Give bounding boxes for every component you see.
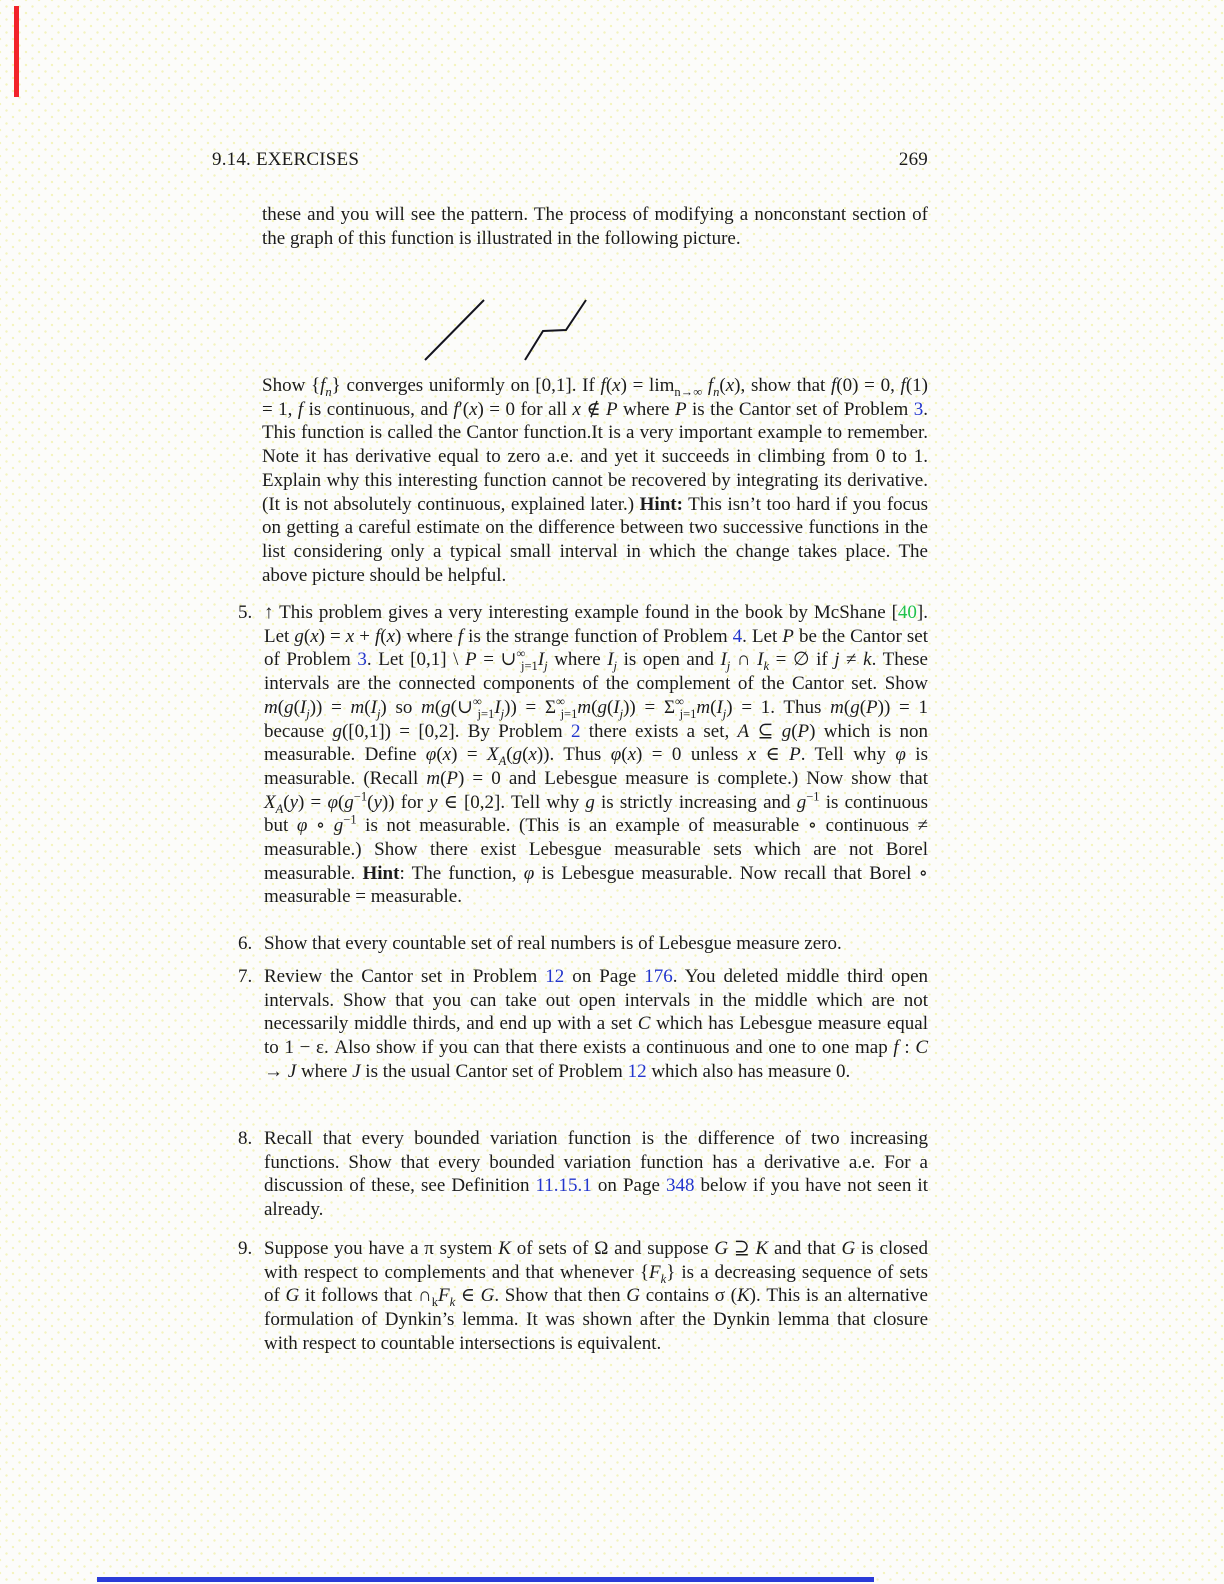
text-run: ∈ [0,2]. Tell why [437, 791, 586, 813]
text-run: ) so [380, 696, 422, 718]
text-run: I [757, 649, 764, 671]
text-run: and that [768, 1238, 842, 1259]
text-run: ( [506, 744, 513, 766]
text-run: A [275, 801, 284, 816]
text-run: ≠ [839, 649, 864, 671]
text-run: ( [283, 791, 290, 813]
text-run: G [285, 1285, 300, 1307]
text-run: is closed with respect to complements and that whenever { [264, 1238, 928, 1283]
text-run: I [494, 696, 501, 718]
text-run: is the usual Cantor set of Problem [360, 1060, 628, 1082]
item-number: 5. [238, 602, 253, 623]
text-run: j [619, 706, 624, 721]
text-run: where [296, 1060, 353, 1082]
text-run: j=1 [477, 706, 495, 721]
text-run: x [386, 625, 396, 647]
text-run: j [726, 659, 731, 674]
text-run: P [797, 720, 810, 742]
text-run: is measurable. (Recall [264, 744, 928, 789]
text-run: g [284, 696, 294, 718]
text-run: where [617, 398, 675, 420]
cross-ref-link[interactable]: 348 [665, 1175, 695, 1197]
item-number: 7. [238, 966, 253, 987]
text-run: ( [843, 696, 851, 718]
text-run: I [720, 649, 727, 671]
text-run: k [863, 649, 872, 671]
text-run: x [442, 744, 452, 766]
text-run: φ [327, 791, 338, 813]
text-run: of sets of Ω and suppose [510, 1238, 715, 1259]
text-run: ( [367, 791, 374, 813]
text-run: P [446, 767, 458, 789]
text-run: f [600, 375, 606, 396]
text-run: ∞ [556, 694, 565, 709]
text-run: ]. Let [264, 602, 928, 647]
item-text [264, 932, 928, 956]
text-run: Suppose you have a π system [264, 1238, 499, 1259]
text-run: This isn’t too hard if you focus on getting a careful estimate on the difference between two successive functions in the list considering only a typical small interval in which the change takes place. The above picture should be helpful. [262, 493, 928, 586]
text-run: G [841, 1238, 856, 1259]
text-run: K [755, 1238, 769, 1259]
text-run: ) = 0 for all [477, 398, 573, 420]
text-run: m [264, 696, 278, 718]
text-run: P [782, 625, 794, 647]
text-run: ⊇ [728, 1238, 756, 1259]
text-run: ). This is an alternative formulation of Dynkin’s lemma. It was shown after the Dynkin lemma that closure with respect to countable intersections is equivalent. [264, 1285, 928, 1354]
text-run: Hint [362, 862, 400, 884]
text-run: is the strange function of Problem [463, 625, 733, 647]
text-run: G [714, 1238, 729, 1259]
text-run: m [421, 696, 435, 718]
text-run: I [537, 649, 545, 671]
page-header [212, 148, 928, 172]
text-run: ∞ [472, 694, 482, 709]
text-run: k [763, 659, 770, 674]
text-run: g [597, 696, 607, 718]
item-text [264, 1237, 928, 1356]
text-run: )) for [381, 791, 430, 813]
text-run: ( [606, 696, 614, 718]
text-run: n [325, 384, 332, 399]
text-run: A [737, 720, 750, 742]
text-run: ) where [395, 625, 458, 647]
text-run: ( [364, 696, 371, 718]
text-run: = ∅ if [769, 649, 835, 671]
text-run: → [264, 1060, 288, 1082]
text-run: K [498, 1238, 511, 1259]
text-run: + [354, 625, 375, 647]
text-run: I [613, 696, 620, 718]
red-edge-mark [14, 6, 19, 97]
text-run: g [512, 744, 523, 766]
text-run: ( [605, 375, 613, 396]
text-run: P [866, 696, 878, 718]
text-run: j [376, 706, 381, 721]
text-run: −1 [353, 789, 368, 804]
text-run: ( [434, 696, 442, 718]
exercise-item-6 [238, 932, 928, 956]
text-run: )) = Σ [623, 696, 675, 718]
text-run: x [627, 744, 637, 766]
text-run: : [898, 1037, 916, 1059]
text-run: φ [296, 815, 308, 837]
text-run: P [789, 744, 801, 766]
cross-ref-link[interactable]: 4 [732, 625, 743, 647]
item-text [264, 1127, 928, 1222]
text-run: F [649, 1261, 661, 1283]
text-run: which also has measure 0. [646, 1060, 851, 1082]
text-run: j [500, 706, 505, 721]
text-run: X [486, 744, 499, 766]
text-run: . You deleted middle third open intervals. Show that you can take out open intervals in the middle which are not necessarily middle thirds, and end up with a set [264, 966, 929, 1035]
text-run: G [480, 1285, 495, 1307]
citation-link[interactable]: 40 [897, 602, 917, 623]
text-run: x [572, 398, 581, 420]
running-section-title: 9.14. EXERCISES [212, 149, 360, 170]
cross-ref-link[interactable]: 3 [913, 398, 924, 420]
cantor-modification-figure [418, 291, 598, 367]
text-run: ( [710, 696, 717, 718]
text-run: m [830, 696, 844, 718]
text-run: on Page [591, 1175, 666, 1197]
text-run: ( [293, 696, 300, 718]
text-run: = ∪ [476, 649, 517, 671]
text-run: . Tell why [800, 744, 896, 766]
text-run: f [297, 398, 304, 420]
text-run: C [915, 1037, 928, 1059]
text-run: φ [610, 744, 622, 766]
exercise-item-8 [238, 1127, 928, 1222]
text-run: g [850, 696, 860, 718]
text-run: A [498, 754, 507, 769]
exercise-item-5 [238, 601, 928, 909]
cross-ref-link[interactable]: 11.15.1 [535, 1175, 592, 1197]
text-run: (1) = 1, [262, 375, 928, 420]
text-run: k [431, 1295, 438, 1310]
text-run: f [893, 1037, 899, 1059]
text-run: ( [522, 744, 529, 766]
text-run: φ [523, 862, 535, 884]
text-run: y [373, 791, 382, 813]
text-run: G [626, 1285, 641, 1307]
text-run: (0) = 0, [836, 375, 901, 396]
text-run: ∞ [516, 647, 526, 662]
text-run: . Show that then [494, 1285, 627, 1307]
text-run: x [612, 375, 621, 396]
text-run: −1 [343, 813, 357, 827]
text-run: : The function, [399, 862, 524, 884]
text-run: m [696, 696, 711, 718]
text-run: I [299, 696, 307, 718]
text-run: ( [380, 625, 387, 647]
text-run: is continuous, and [303, 398, 454, 420]
text-run: ∈ [756, 744, 790, 766]
exercise-item-9 [238, 1237, 928, 1356]
text-run: ( [440, 767, 447, 789]
text-run: f [831, 375, 837, 396]
text-run: ( [591, 696, 598, 718]
text-run: ) = 0 unless [636, 744, 748, 766]
text-run: j [722, 706, 727, 721]
text-run: ) = lim [620, 375, 675, 396]
text-run: . This function is called the Cantor function.It is a very important example to remember. Note it has derivative equal to zero a.e. and yet it succeeds in climbing from 0 to 1. Explain why this interesting function cannot be recovered by integrating its derivative. (It is not absolutely continuous, explained later.) [262, 398, 928, 515]
text-run: g [332, 720, 342, 742]
text-run: ( [277, 696, 285, 718]
text-run: ), show that [734, 375, 831, 396]
text-run: k [449, 1295, 456, 1310]
text-run: below if you have not seen it already. [264, 1175, 928, 1221]
text-run: ( [859, 696, 867, 718]
text-run: g [344, 791, 354, 813]
text-run: )). Thus [536, 744, 611, 766]
text-run: is continuous but [264, 791, 928, 837]
text-run: is not measurable. (This is an example of measurable ∘ continuous ≠ measurable.) Show there exist Lebesgue measurable sets which are not Borel measurable. [264, 815, 928, 884]
text-run: )) = 1 because [264, 696, 928, 742]
text-run: ⊆ [749, 720, 782, 742]
text-run: ) = 0 and Lebesgue measure is complete.) Now show that [458, 767, 928, 789]
item-text [264, 601, 928, 909]
text-run: ( [791, 720, 798, 742]
text-run: m [577, 696, 592, 718]
text-run: ∩ [730, 649, 758, 671]
text-run: ) = 1. Thus [726, 696, 831, 718]
text-run: X [264, 791, 276, 813]
text-run: (∪ [450, 696, 473, 718]
text-run: be the Cantor set of Problem [264, 625, 929, 671]
text-run: it follows that ∩ [299, 1285, 432, 1307]
text-run: j [613, 659, 618, 674]
text-run: x [747, 744, 757, 766]
item-number: 8. [238, 1128, 253, 1149]
cantor-function-paragraph [262, 374, 928, 587]
text-run: ∘ [307, 815, 334, 837]
text-run: g [333, 815, 344, 837]
text-run: y [289, 791, 299, 813]
text-run: ( [719, 375, 726, 396]
text-run: . These intervals are the connected components of the complement of the Cantor set. Show [264, 649, 928, 695]
item-number: 9. [238, 1238, 253, 1259]
text-run: Recall that every bounded variation function is the difference of two increasing functions. Show that every bounded variation function has a derivative a.e. For a discussion of these, see Definition [264, 1128, 928, 1197]
text-run: g [441, 696, 451, 718]
text-run: j [834, 649, 840, 671]
text-run: I [716, 696, 723, 718]
text-run: these and you will see the pattern. The process of modifying a nonconstant section of the graph of this function is illustrated in the following picture. [262, 204, 928, 249]
text-run: on Page [564, 966, 645, 987]
text-run: ) which is non measurable. Define [264, 720, 928, 766]
text-run: P [465, 649, 477, 671]
text-run: Show { [262, 375, 321, 396]
text-run: j=1 [520, 659, 538, 674]
text-run: ) = [298, 791, 328, 813]
text-run: j=1 [560, 706, 578, 721]
cross-ref-link[interactable]: 12 [545, 966, 565, 987]
text-run: f [453, 398, 459, 420]
text-run: . Let [742, 625, 783, 647]
text-run: K [736, 1285, 750, 1307]
item-number: 6. [238, 933, 253, 954]
text-run: is strictly increasing and [594, 791, 797, 813]
text-run: F [438, 1285, 450, 1307]
text-run: I [370, 696, 377, 718]
text-run: φ [425, 744, 437, 766]
text-run: )) = Σ [504, 696, 557, 718]
exercise-item-7 [238, 965, 928, 1084]
text-run: g [796, 791, 807, 813]
text-run: f [900, 375, 906, 396]
text-run: g [294, 625, 304, 647]
text-run: ( [337, 791, 345, 813]
text-run: x [310, 625, 319, 647]
text-run: C [637, 1013, 651, 1035]
text-run: ([0,1]) = [0,2]. By Problem [341, 720, 571, 742]
text-run: g [781, 720, 792, 742]
text-run: P [605, 398, 618, 420]
text-run: j [306, 706, 310, 721]
text-run: J [287, 1060, 297, 1082]
text-run: ( [621, 744, 628, 766]
text-run: φ [895, 744, 906, 766]
cross-ref-link[interactable]: 2 [570, 720, 581, 742]
cross-ref-link[interactable]: 3 [357, 649, 367, 671]
text-run: n→∞ [674, 384, 703, 399]
text-run: )) = [309, 696, 351, 718]
text-run: y [429, 791, 438, 813]
text-run: n [713, 384, 720, 399]
text-run: ∈ [455, 1285, 481, 1307]
text-run: ) = [318, 625, 346, 647]
text-run: Review the Cantor set in Problem [264, 966, 546, 987]
text-run: } converges uniformly on [0,1]. If [331, 375, 601, 396]
text-run: −1 [806, 789, 820, 804]
text-run: ) = [451, 744, 487, 766]
text-run: ∉ [580, 398, 606, 420]
cross-ref-link[interactable]: 12 [627, 1060, 647, 1082]
blue-edge-mark [97, 1577, 874, 1582]
text-run: } is a decreasing sequence of sets of [264, 1261, 928, 1307]
text-run: is open and [617, 649, 721, 671]
text-run: m [426, 767, 441, 789]
text-run: Show that every countable set of real numbers is of Lebesgue measure zero. [264, 933, 842, 954]
text-run: j=1 [679, 706, 697, 721]
text-run: P [674, 398, 687, 420]
text-run: contains σ ( [640, 1285, 737, 1307]
intro-paragraph [262, 203, 928, 250]
item-text [264, 965, 928, 1084]
text-run: is the Cantor set of Problem [686, 398, 914, 420]
text-run: f [457, 625, 464, 647]
cross-ref-link[interactable]: 176 [644, 966, 673, 987]
text-run: ( [436, 744, 443, 766]
text-run: which has Lebesgue measure equal to 1 − ε. Also show if you can that there exists a continuous and one to one map [264, 1013, 928, 1059]
text-run: Hint: [639, 493, 683, 515]
text-run: x [345, 625, 355, 647]
text-run: ( [303, 625, 311, 647]
text-run: ∞ [675, 694, 684, 709]
text-run: there exists a set, [580, 720, 738, 742]
text-run: f [707, 375, 714, 396]
text-run: where [547, 649, 608, 671]
text-run: ′( [458, 398, 470, 420]
text-run: . Let [0,1] \ [366, 649, 465, 671]
text-run: f [374, 625, 381, 647]
text-run: J [352, 1060, 361, 1082]
text-run: f [320, 375, 326, 396]
text-run: x [725, 375, 735, 396]
page-number: 269 [898, 149, 928, 170]
text-run: k [660, 1271, 667, 1286]
text-run: m [350, 696, 365, 718]
text-run: j [544, 659, 548, 674]
text-run: I [607, 649, 614, 671]
text-run: ↑ This problem gives a very interesting example found in the book by McShane [ [264, 602, 898, 623]
text-run: g [585, 791, 595, 813]
line-segments-graphic [418, 291, 598, 367]
text-run: x [528, 744, 537, 766]
text-run: x [469, 398, 478, 420]
text-run: is Lebesgue measurable. Now recall that Borel ∘ measurable = measurable. [264, 862, 928, 908]
